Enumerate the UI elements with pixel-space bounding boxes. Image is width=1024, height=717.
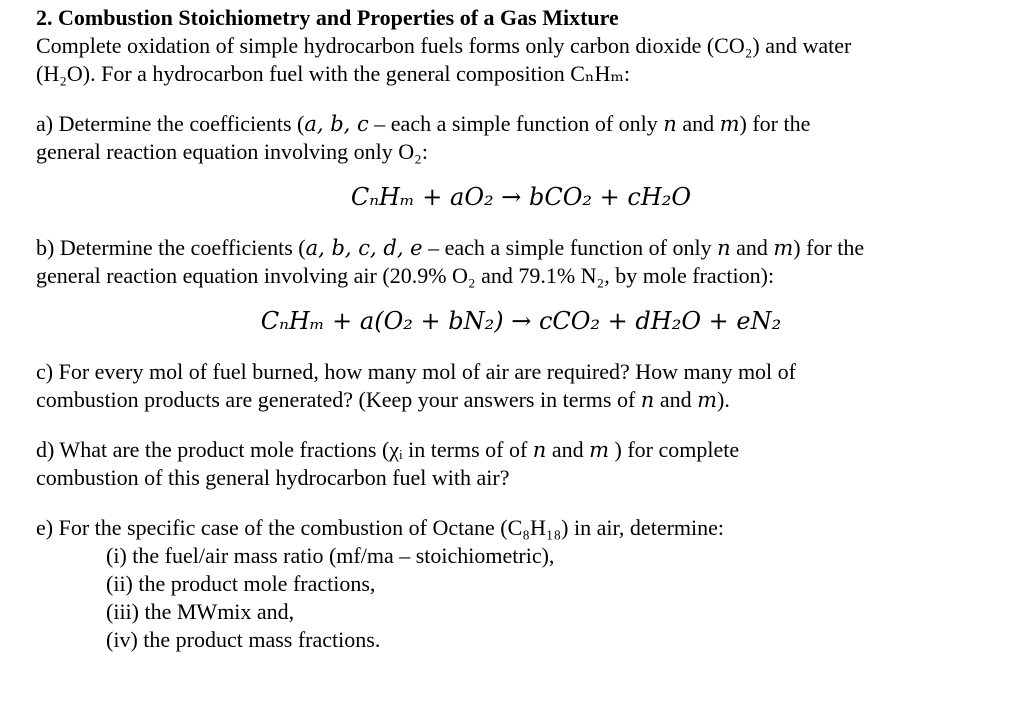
part-b-line-2: general reaction equation involving air (20.9% O₂ and 79.1% N₂, by mole fraction): <box>36 263 775 288</box>
part-c-line-2: combustion products are generated? (Keep your answers in terms of n and m). <box>36 387 730 412</box>
part-d-line-2: combustion of this general hydrocarbon fuel with air? <box>36 465 510 490</box>
intro-line-2: (H₂O). For a hydrocarbon fuel with the general composition CₙHₘ: <box>36 61 630 86</box>
equation-a: CₙHₘ + aO₂ → bCO₂ + cH₂O <box>350 183 692 211</box>
part-b-line-1: b) Determine the coefficients (a, b, c, d, e – each a simple function of only n and m) for the <box>36 235 865 260</box>
part-e-item-4: (iv) the product mass fractions. <box>106 627 381 652</box>
intro-line-1: Complete oxidation of simple hydrocarbon fuels forms only carbon dioxide (CO₂) and water <box>36 33 852 58</box>
part-a-line-1: a) Determine the coefficients (a, b, c – each a simple function of only n and m) for the <box>36 111 811 136</box>
part-e-line-1: e) For the specific case of the combustion of Octane (C₈H₁₈) in air, determine: <box>36 515 725 540</box>
part-e-item-1: (i) the fuel/air mass ratio (mf/ma – stoichiometric), <box>106 543 555 568</box>
equation-b: CₙHₘ + a(O₂ + bN₂) → cCO₂ + dH₂O + eN₂ <box>260 307 782 335</box>
problem-sheet <box>36 4 1006 654</box>
problem-title: 2. Combustion Stoichiometry and Properties of a Gas Mixture <box>36 5 619 30</box>
part-a-line-2: general reaction equation involving only O₂: <box>36 139 428 164</box>
part-d-line-1: d) What are the product mole fractions (χᵢ in terms of of n and m ) for complete <box>36 437 740 462</box>
part-c-line-1: c) For every mol of fuel burned, how many mol of air are required? How many mol of <box>36 359 796 384</box>
part-e-item-3: (iii) the MWmix and, <box>106 599 295 624</box>
part-e-item-2: (ii) the product mole fractions, <box>106 571 376 596</box>
